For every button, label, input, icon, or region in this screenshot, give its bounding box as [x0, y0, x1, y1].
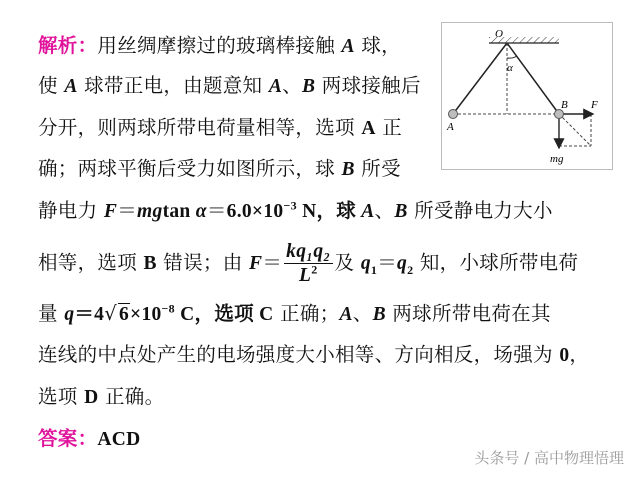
weight-label: mg — [550, 153, 564, 165]
answer-line — [38, 425, 141, 454]
solution-line-8: 连线的中点处产生的电场强度大小相等、方向相反，场强为 0， — [38, 343, 590, 366]
sqrt-symbol: √ — [104, 302, 117, 325]
solution-line-9: 选项 D 正确。 — [38, 385, 165, 408]
answer-value: ACD — [97, 429, 141, 450]
watermark: 头条号 / 高中物理悟理 — [474, 449, 624, 467]
answer-label: 答案： — [38, 427, 98, 450]
ball-a-label: A — [447, 121, 454, 133]
solution-line-7: 量 q＝4√ $6\times 10^{-8}$ C，选项 C 正确；A、B 两球所带电荷在其 — [38, 301, 551, 325]
solution-line-2: 使 A 球带正电，由题意知 A、B 两球接触后 — [38, 74, 421, 97]
force-f-label: F — [591, 99, 598, 111]
solution-line-1: 解析：用丝绸摩擦过的玻璃棒接触 A 球， — [38, 34, 401, 57]
solution-line-4: 确；两球平衡后受力如图所示，球 B 所受 — [38, 157, 401, 180]
ball-a — [449, 110, 458, 119]
coulomb-fraction: $\frac{\text{kq₁q₂}}{L^2}$ — [286, 240, 331, 286]
pivot-label: O — [495, 28, 503, 40]
angle-label: α — [507, 62, 513, 74]
solution-line-6: 相等，选项 B 错误；由 F＝ $\frac{\text{kq₁q₂}}{L^2}$ 及 $q_1=q_2$ 知，小球所带电荷 — [38, 240, 579, 286]
solution-line-5: 静电力 F＝mgtan $\alpha=6.0\times 10^{-3}$ N，球 A、B 所受静电力大小 — [38, 198, 553, 222]
solution-line-3: 分开，则两球所带电荷量相等，选项 A 正 — [38, 116, 403, 139]
force-diagram — [441, 22, 613, 170]
solution-label: 解析： — [38, 34, 98, 57]
ball-b-label: B — [561, 99, 568, 111]
